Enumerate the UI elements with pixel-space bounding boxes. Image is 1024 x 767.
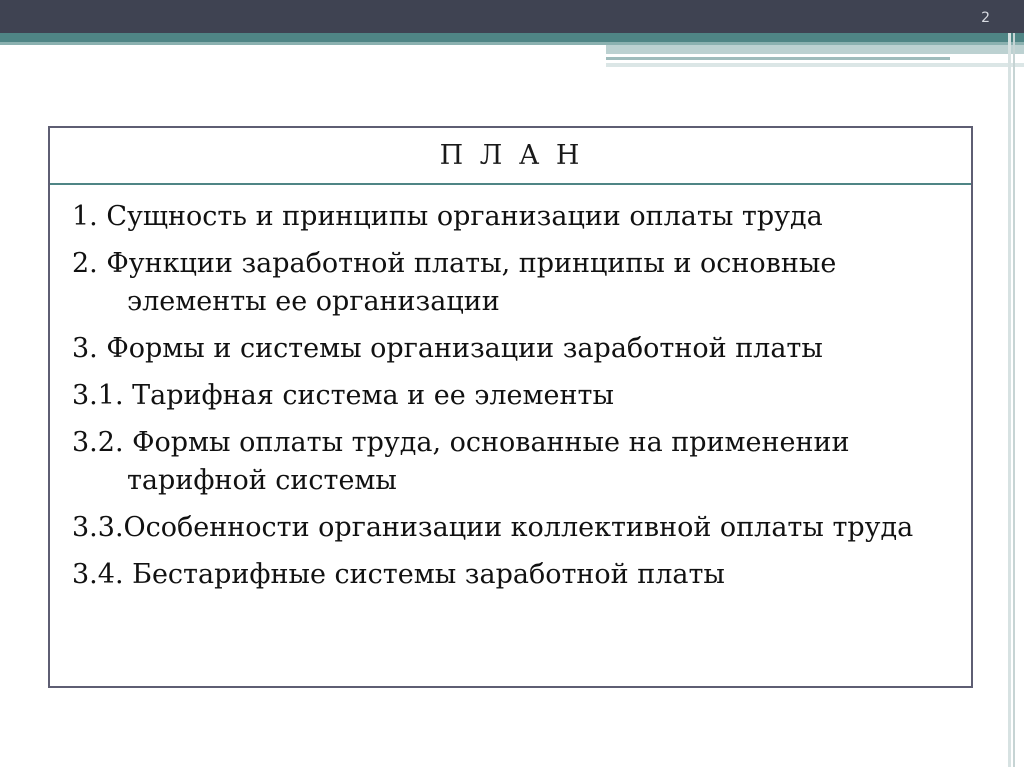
right-edge-line-dark (1013, 33, 1015, 767)
plan-item-1: 1. Сущность и принципы организации оплаты труда (72, 201, 823, 232)
plan-item-2: 2. Функции заработной платы, принципы и основные элементы ее организации (72, 248, 837, 317)
header-accent-stripe-light (606, 63, 1024, 67)
plan-item-3-4: 3.4. Бестарифные системы заработной платы (72, 559, 725, 590)
plan-item-3: 3. Формы и системы организации заработной платы (72, 333, 823, 364)
right-edge-line (1008, 33, 1011, 767)
plan-title: П Л А Н (50, 128, 971, 185)
plan-list (50, 185, 971, 594)
plan-item-3-2: 3.2. Формы оплаты труда, основанные на применении тарифной системы (72, 427, 850, 496)
header-bar (0, 0, 1024, 33)
plan-item-3-3: 3.3.Особенности организации коллективной оплаты труда (72, 512, 914, 543)
header-teal-band (0, 33, 1024, 42)
plan-item-3-1: 3.1. Тарифная система и ее элементы (72, 380, 614, 411)
slide-number: 2 (981, 10, 990, 26)
plan-box (48, 126, 973, 688)
header-accent-stripe (606, 45, 1024, 54)
header-accent-line (606, 57, 950, 60)
